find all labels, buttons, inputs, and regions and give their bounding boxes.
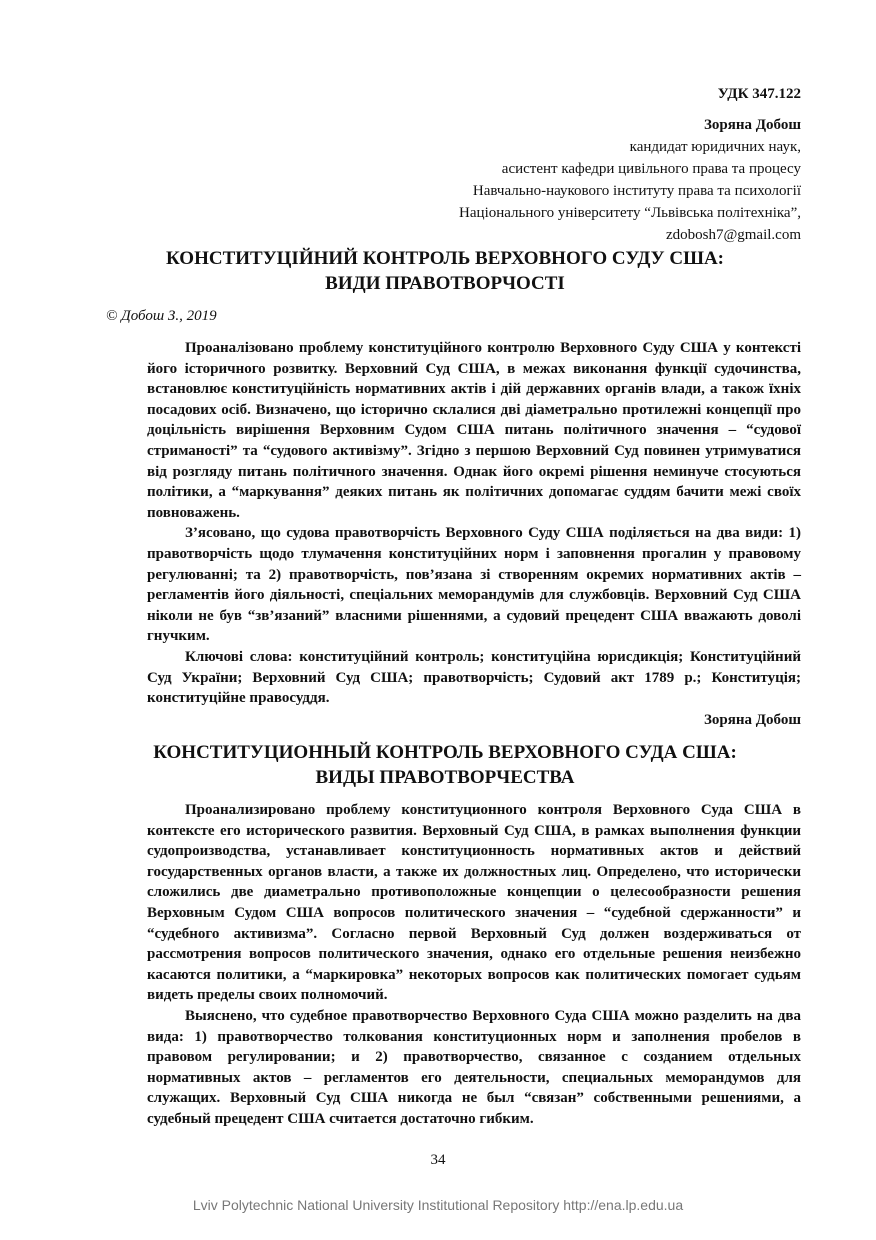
abstract-ru-paragraph-1: Проанализировано проблему конституционного контроля Верховного Суда США в контексте его исторического развития. Верховный Суд США, в рамках выполнения функции судопроизводства, устанавливает конституционность нормативных актов и действий государственных органов власти, а также их должностных лиц. Определено, что исторически сложились две диаметрально противоположные концепции о целесообразности решения Верховным Судом США вопросов политического значения – “судебной сдержанности” и “судебного активизма”. Согласно первой Верховный Суд должен воздерживаться от рассмотрения вопросов политического значения, однако его отдельные решения неизбежно касаются политики, а “маркировка” некоторых вопросов как политических помогает судьям видеть пределы своих полномочий. (147, 802, 801, 1004)
title-uk-line2: ВИДИ ПРАВОТВОРЧОСТІ (325, 273, 565, 294)
author-university: Національного університету “Львівська політехніка”, (459, 205, 801, 221)
abstract-ru-paragraph-2: Выяснено, что судебное правотворчество Верховного Суда США можно разделить на два вида: 1) правотворчество толкования конституционных норм и заполнения пробелов в правовом регулировании; и 2) правотворчество, связанное с созданием отдельных нормативных актов – регламентов его деятельности, специальных меморандумов для служащих. Верховный Суд США никогда не был “связан” собственными решениями, а судебный прецедент США считается достаточно гибким. (147, 1007, 801, 1127)
title-ru-line1: КОНСТИТУЦИОННЫЙ КОНТРОЛЬ ВЕРХОВНОГО СУДА США: (153, 742, 737, 763)
abstract-uk-keywords: Ключові слова: конституційний контроль; конституційна юрисдикція; Конституційний Суд України; Верховний Суд США; правотворчість; Судовий акт 1789 р.; Конституція; конституційне правосуддя. (147, 648, 801, 707)
title-ukrainian (95, 246, 795, 296)
copyright: © Добош З., 2019 (106, 308, 217, 324)
author-info (459, 114, 801, 246)
abstract-uk-paragraph-1: Проаналізовано проблему конституційного контролю Верховного Суду США у контексті його історичного розвитку. Верховний Суд США, в межах виконання функції судочинства, встановлює конституційність нормативних актів і дій державних органів влади, а також їхніх посадових осіб. Визначено, що історично склалися дві діаметрально протилежні концепції про доцільність вирішення Верховним Судом США питань політичного значення – “судової стриманості” та “судового активізму”. Згідно з першою Верховний Суд повинен утримуватися від розгляду питань політичного значення. Однак його окремі рішення неминуче стосуються політики, а “маркування” деяких питань як політичних допомагає суддям бачити межі своїх повноважень. (147, 340, 801, 521)
author-institute: Навчально-наукового інституту права та психології (472, 183, 801, 199)
abstract-ukrainian (147, 338, 801, 709)
page-number: 34 (430, 1152, 446, 1168)
repository-footer[interactable]: Lviv Polytechnic National University Institutional Repository http://ena.lp.edu.ua (192, 1197, 684, 1213)
author-email[interactable]: zdobosh7@gmail.com (665, 227, 801, 243)
title-uk-line1: КОНСТИТУЦІЙНИЙ КОНТРОЛЬ ВЕРХОВНОГО СУДУ США: (166, 248, 724, 269)
abstract-russian (147, 800, 801, 1130)
author-name: Зоряна Добош (703, 117, 801, 133)
abstract-uk-paragraph-2: З’ясовано, що судова правотворчість Верховного Суду США поділяється на два види: 1) правотворчість щодо тлумачення конституційних норм і заповнення прогалин у правовому регулюванні; та 2) правотворчість, пов’язана зі створенням окремих нормативних актів – регламентів його діяльності, спеціальних меморандумів для службовців. Верховний Суд США ніколи не був “зв’язаний” власними рішеннями, а судовий прецедент США вважають доволі гнучким. (147, 525, 801, 645)
title-russian (95, 740, 795, 790)
title-ru-line2: ВИДЫ ПРАВОТВОРЧЕСТВА (315, 767, 575, 788)
author-position: асистент кафедри цивільного права та процесу (501, 161, 801, 177)
udk-code: УДК 347.122 (717, 86, 801, 102)
author-degree: кандидат юридичних наук, (629, 139, 801, 155)
author-name-russian: Зоряна Добош (703, 712, 801, 728)
